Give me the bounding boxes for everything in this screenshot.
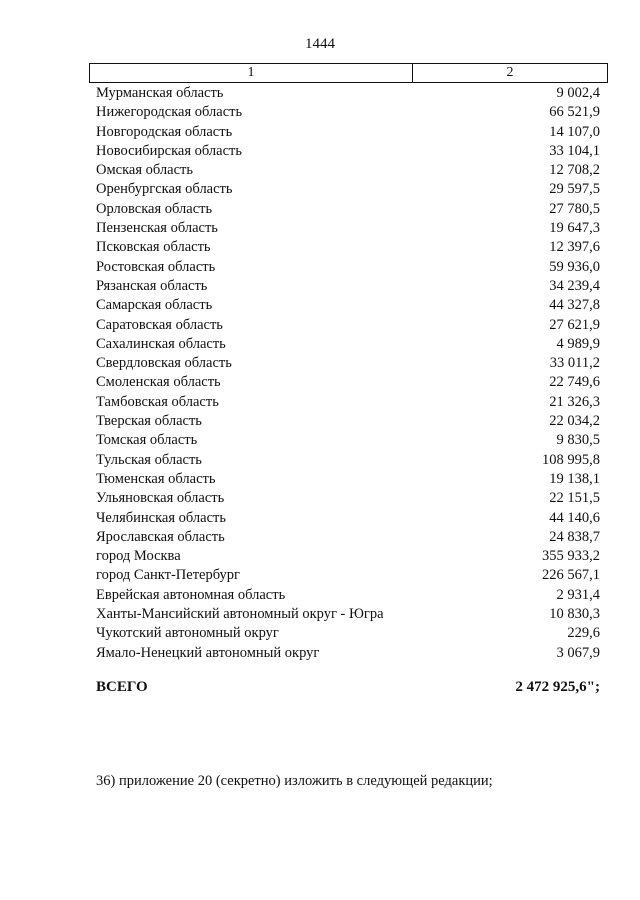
table-row	[96, 180, 600, 199]
region-value: 12 397,6	[549, 239, 600, 256]
region-value: 34 239,4	[549, 277, 600, 294]
region-value: 229,6	[567, 625, 600, 642]
table-row	[96, 528, 600, 547]
region-value: 24 838,7	[549, 528, 600, 545]
table-row	[96, 103, 600, 122]
table-row	[96, 566, 600, 585]
region-value: 27 780,5	[549, 200, 600, 217]
region-value: 21 326,3	[549, 393, 600, 410]
region-name: Псковская область	[96, 239, 211, 256]
region-name: Омская область	[96, 162, 193, 179]
region-name: Тульская область	[96, 451, 202, 468]
region-value: 22 034,2	[549, 413, 600, 430]
region-name: Челябинская область	[96, 509, 226, 526]
table-row	[96, 489, 600, 508]
region-value: 59 936,0	[549, 258, 600, 275]
region-value: 12 708,2	[549, 162, 600, 179]
table-row	[96, 161, 600, 180]
region-name: Мурманская область	[96, 85, 224, 101]
table-row	[96, 296, 600, 315]
table-row	[96, 431, 600, 450]
region-name: Смоленская область	[96, 374, 221, 391]
region-value: 66 521,9	[549, 104, 600, 121]
region-name: Ярославская область	[96, 528, 225, 545]
region-value: 9 002,4	[556, 85, 600, 101]
table-row	[96, 624, 600, 643]
table-row	[96, 451, 600, 470]
table-body	[96, 84, 600, 663]
table-row	[96, 393, 600, 412]
column-header-1: 1	[90, 64, 413, 82]
region-name: Оренбургская область	[96, 181, 233, 198]
table-row	[96, 335, 600, 354]
region-value: 9 830,5	[556, 432, 600, 449]
region-name: Томская область	[96, 432, 198, 449]
table-row	[96, 123, 600, 142]
region-value: 14 107,0	[549, 123, 600, 140]
table-row	[96, 316, 600, 335]
table-row	[96, 547, 600, 566]
total-row	[96, 679, 600, 696]
region-value: 3 067,9	[556, 644, 600, 661]
region-value: 2 931,4	[556, 586, 600, 603]
table-row	[96, 605, 600, 624]
table-row	[96, 258, 600, 277]
total-value: 2 472 925,6	[515, 679, 587, 695]
region-value: 108 995,8	[542, 451, 600, 468]
table-row	[96, 470, 600, 489]
region-name: Ульяновская область	[96, 490, 225, 507]
table-row	[96, 644, 600, 663]
region-value: 44 327,8	[549, 297, 600, 314]
region-value: 355 933,2	[542, 548, 600, 565]
table-row	[96, 238, 600, 257]
total-label: ВСЕГО	[96, 679, 148, 695]
region-name: Свердловская область	[96, 355, 232, 372]
region-value: 22 749,6	[549, 374, 600, 391]
table-row	[96, 84, 600, 103]
region-name: Тверская область	[96, 413, 202, 430]
region-value: 33 011,2	[549, 355, 600, 372]
table-header	[89, 63, 608, 83]
region-name: Еврейская автономная область	[96, 586, 286, 603]
region-name: Нижегородская область	[96, 104, 243, 121]
region-value: 19 647,3	[549, 220, 600, 237]
table-row	[96, 142, 600, 161]
column-header-2: 2	[506, 65, 514, 80]
total-suffix: ";	[586, 679, 600, 695]
table-row	[96, 200, 600, 219]
table-row	[96, 412, 600, 431]
region-value: 29 597,5	[549, 181, 600, 198]
amendment-note: 36) приложение 20 (секретно) изложить в следующей редакции;	[96, 773, 493, 789]
region-name: Чукотский автономный округ	[96, 625, 279, 642]
table-row	[96, 277, 600, 296]
region-name: Ханты-Мансийский автономный округ - Югра	[96, 606, 384, 623]
region-value: 22 151,5	[549, 490, 600, 507]
region-name: Самарская область	[96, 297, 213, 314]
table-row	[96, 219, 600, 238]
region-name: Новгородская область	[96, 123, 233, 140]
table-row	[96, 586, 600, 605]
region-name: Сахалинская область	[96, 335, 226, 352]
region-name: город Москва	[96, 548, 181, 565]
region-name: город Санкт-Петербург	[96, 567, 241, 584]
region-name: Рязанская область	[96, 277, 208, 294]
region-value: 19 138,1	[549, 470, 600, 487]
table-row	[96, 373, 600, 392]
region-value: 226 567,1	[542, 567, 600, 584]
region-name: Ямало-Ненецкий автономный округ	[96, 644, 320, 661]
total-value-wrap	[515, 679, 600, 696]
region-name: Новосибирская область	[96, 142, 242, 159]
region-name: Пензенская область	[96, 220, 218, 237]
region-value: 10 830,3	[549, 606, 600, 623]
region-name: Тюменская область	[96, 470, 216, 487]
region-name: Тамбовская область	[96, 393, 219, 410]
region-value: 4 989,9	[556, 335, 600, 352]
region-name: Орловская область	[96, 200, 213, 217]
table-row	[96, 354, 600, 373]
region-value: 33 104,1	[549, 142, 600, 159]
page-number: 1444	[305, 36, 335, 52]
region-value: 44 140,6	[549, 509, 600, 526]
region-name: Ростовская область	[96, 258, 216, 275]
region-value: 27 621,9	[549, 316, 600, 333]
region-name: Саратовская область	[96, 316, 223, 333]
table-row	[96, 509, 600, 528]
